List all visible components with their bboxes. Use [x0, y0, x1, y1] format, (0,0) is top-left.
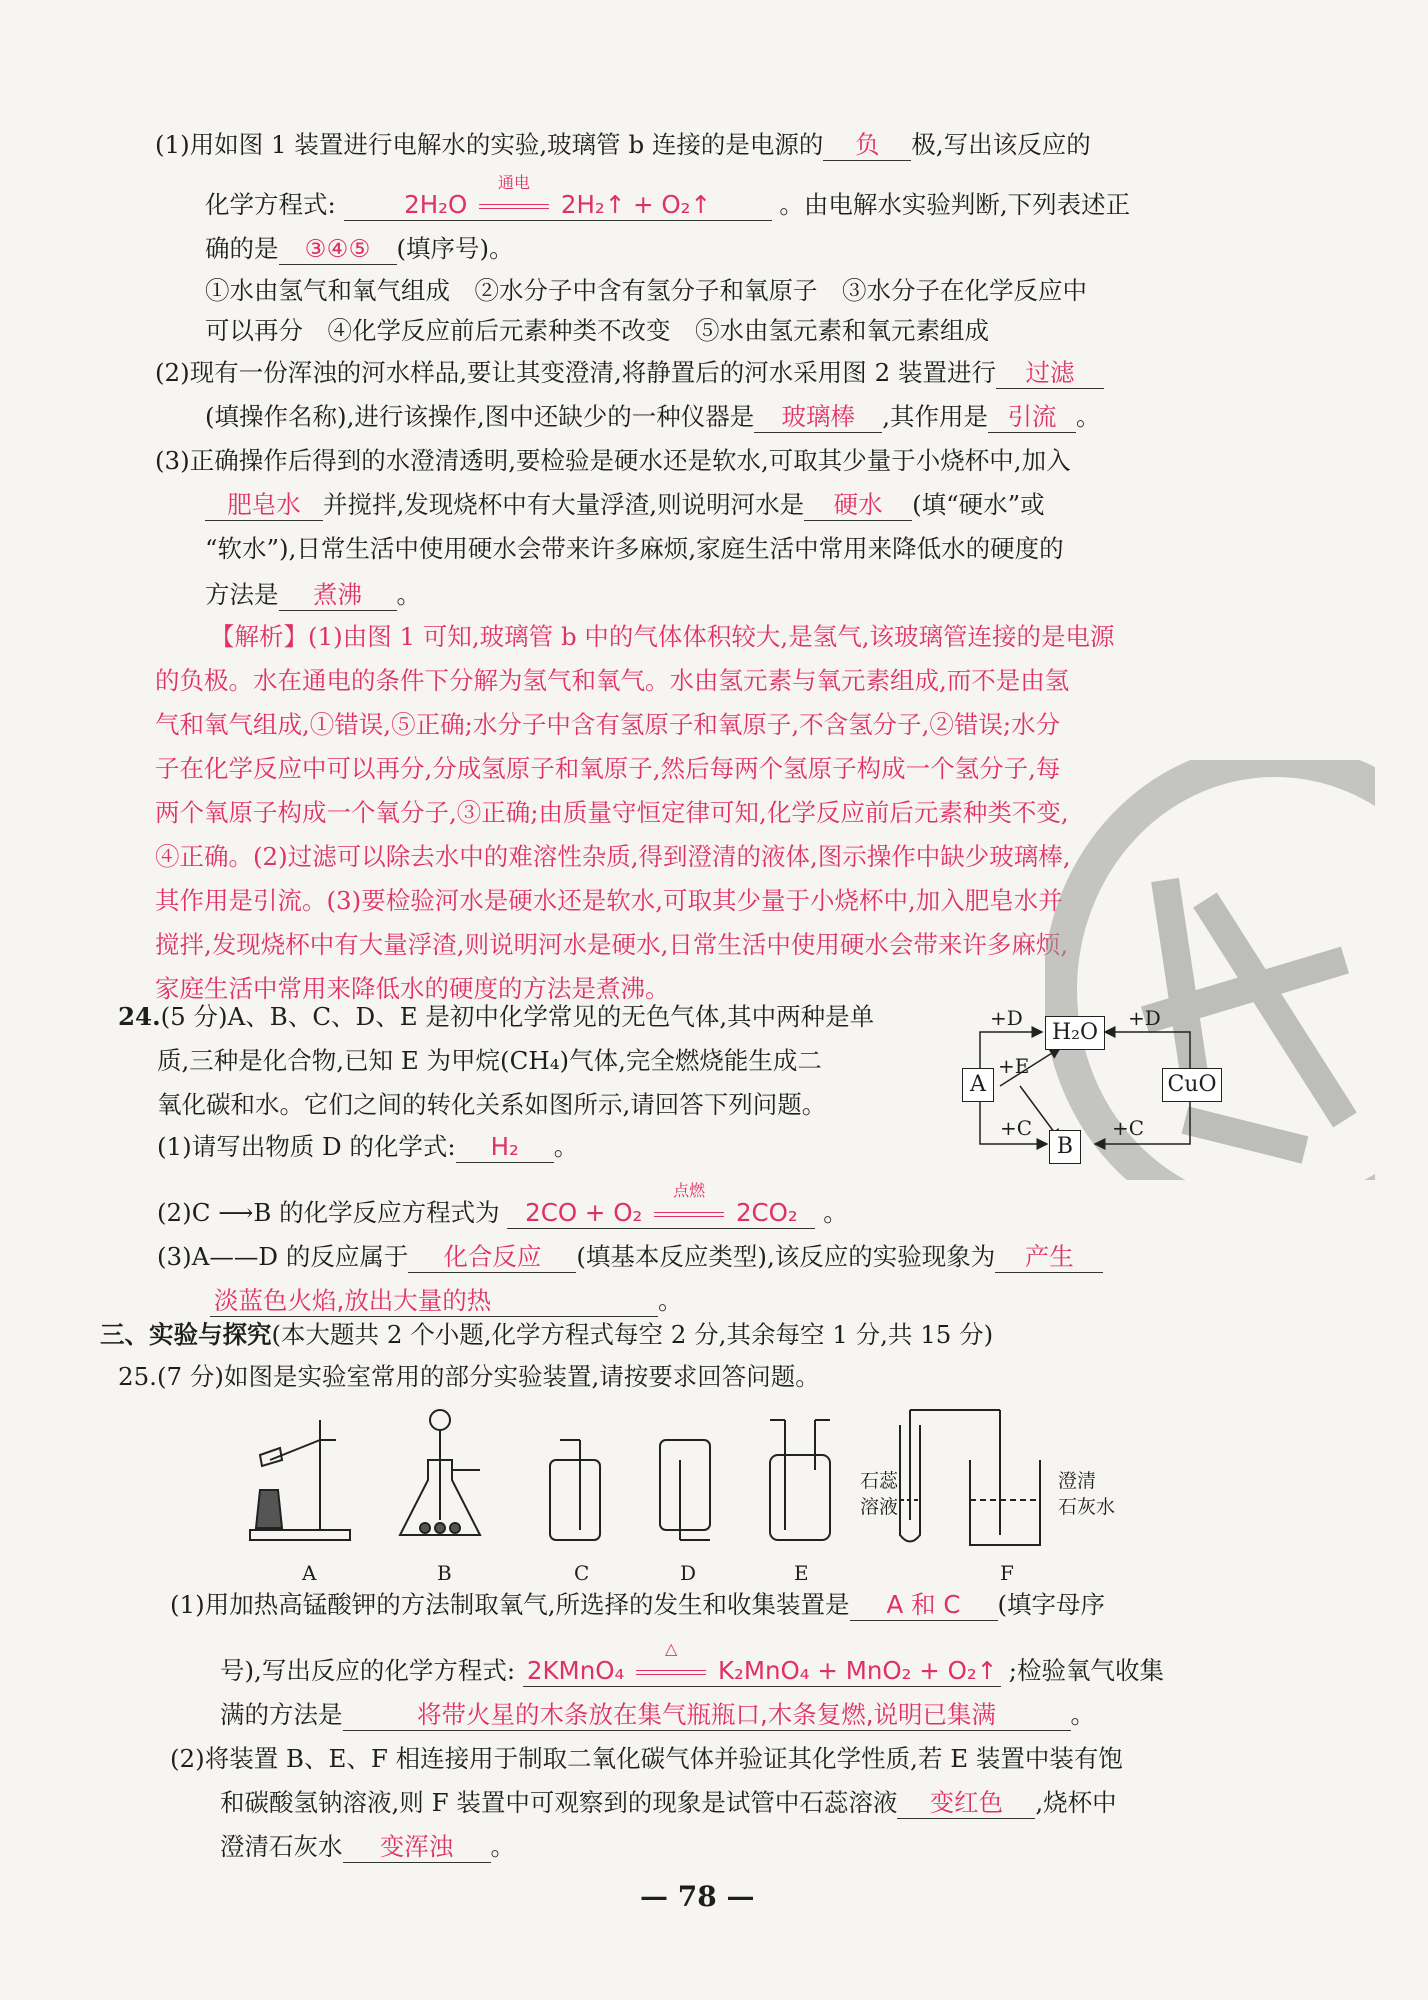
answer-pole: 负 — [823, 130, 911, 161]
diagram-node-cuo: CuO — [1162, 1068, 1222, 1102]
apparatus-b — [400, 1410, 480, 1535]
label-limewater-1: 澄清 — [1058, 1470, 1097, 1492]
label-limewater-2: 石灰水 — [1058, 1496, 1116, 1518]
q24-line2: 质,三种是化合物,已知 E 为甲烷(CH₄)气体,完全燃烧能生成二 — [157, 1046, 822, 1075]
apparatus-label-b: B — [437, 1561, 452, 1585]
answer-reaction-type: 化合反应 — [408, 1242, 576, 1273]
apparatus-label-a: A — [302, 1561, 317, 1585]
q24-p2: (2)C ⟶B 的化学反应方程式为 2CO + O₂ 点燃 2CO₂ 。 — [157, 1181, 848, 1227]
q23-p1-options-1: ①水由氢气和氧气组成 ②水分子中含有氢分子和氧原子 ③水分子在化学反应中 — [205, 276, 1087, 305]
apparatus-label-d: D — [680, 1561, 697, 1585]
q25-p1-line1: (1)用加热高锰酸钾的方法制取氧气,所选择的发生和收集装置是 A 和 C (填字母序 — [170, 1590, 1106, 1619]
apparatus-c — [550, 1440, 600, 1540]
answer-litmus-change: 变红色 — [897, 1788, 1035, 1819]
label-plus-e: +E — [998, 1054, 1030, 1078]
q24-line3: 氧化碳和水。它们之间的转化关系如图所示,请回答下列问题。 — [157, 1090, 827, 1119]
label-plus-d-left: +D — [990, 1006, 1023, 1030]
answer-phenomenon-a: 产生 — [995, 1242, 1103, 1273]
label-plus-c-right: +C — [1112, 1116, 1145, 1140]
answer-oxygen-full-test: 将带火星的木条放在集气瓶瓶口,木条复燃,说明已集满 — [343, 1700, 1071, 1731]
q23-p3-line3: “软水”),日常生活中使用硬水会带来许多麻烦,家庭生活中常用来降低水的硬度的 — [205, 534, 1064, 563]
apparatus-a — [250, 1420, 350, 1540]
q25-p2-line1: (2)将装置 B、E、F 相连接用于制取二氧化碳气体并验证其化学性质,若 E 装置中装有饱 — [170, 1744, 1123, 1773]
apparatus-label-f: F — [1000, 1561, 1014, 1585]
q23-p2-line2: (填操作名称),进行该操作,图中还缺少的一种仪器是 玻璃棒 ,其作用是 引流 。 — [205, 402, 1101, 431]
diagram-node-b: B — [1049, 1130, 1081, 1164]
label-litmus-2: 溶液 — [860, 1496, 899, 1518]
apparatus-label-c: C — [574, 1561, 590, 1585]
label-plus-c-left: +C — [1000, 1116, 1033, 1140]
answer-options: ③④⑤ — [279, 234, 397, 265]
label-litmus-1: 石蕊 — [860, 1470, 899, 1492]
apparatus-label-e: E — [794, 1561, 809, 1585]
q23-p3-line4: 方法是 煮沸 。 — [205, 580, 421, 609]
analysis-line: 两个氧原子构成一个氧分子,③正确;由质量守恒定律可知,化学反应前后元素种类不变, — [155, 798, 1069, 827]
answer-soap: 肥皂水 — [205, 490, 323, 521]
q23-p3-line2: 肥皂水 并搅拌,发现烧杯中有大量浮渣,则说明河水是 硬水 (填“硬水”或 — [205, 488, 1045, 522]
answer-c-to-b-equation: 2CO + O₂ 点燃 2CO₂ — [507, 1198, 815, 1229]
answer-kmno4-equation: 2KMnO₄ △ K₂MnO₄ + MnO₂ + O₂↑ — [523, 1656, 1001, 1687]
answer-apparatus: A 和 C — [850, 1590, 998, 1621]
analysis-line: 【解析】(1)由图 1 可知,玻璃管 b 中的气体体积较大,是氢气,该玻璃管连接的是电源 — [210, 622, 1115, 651]
analysis-line: 搅拌,发现烧杯中有大量浮渣,则说明河水是硬水,日常生活中使用硬水会带来许多麻烦, — [155, 930, 1069, 959]
q23-p2-line1: (2)现有一份浑浊的河水样品,要让其变澄清,将静置后的河水采用图 2 装置进行 过滤 — [155, 356, 1104, 390]
q25-p1-line2: 号),写出反应的化学方程式: 2KMnO₄ △ K₂MnO₄ + MnO₂ + O₂↑ ;检验氧气收集 — [220, 1639, 1164, 1685]
q25-p2-line2: 和碳酸氢钠溶液,则 F 装置中可观察到的现象是试管中石蕊溶液 变红色 ,烧杯中 — [220, 1788, 1117, 1817]
q23-p1-line3: 确的是 ③④⑤ (填序号)。 — [205, 234, 514, 263]
q23-p1-options-2: 可以再分 ④化学反应前后元素种类不改变 ⑤水由氢元素和氧元素组成 — [205, 316, 989, 345]
q24-p3-line2: 淡蓝色火焰,放出大量的热 。 — [210, 1284, 683, 1318]
page-number: — 78 — — [640, 1880, 755, 1913]
answer-limewater-change: 变浑浊 — [343, 1832, 491, 1863]
analysis-line: 气和氧气组成,①错误,⑤正确;水分子中含有氢原子和氧原子,不含氢分子,②错误;水分 — [155, 710, 1061, 739]
apparatus-e — [770, 1420, 830, 1540]
section-3-title: 三、实验与探究(本大题共 2 个小题,化学方程式每空 2 分,其余每空 1 分,共 15 分) — [100, 1320, 994, 1349]
apparatus-d — [660, 1440, 710, 1540]
diagram-node-a: A — [962, 1068, 994, 1102]
analysis-line: 其作用是引流。(3)要检验河水是硬水还是软水,可取其少量于小烧杯中,加入肥皂水并 — [155, 886, 1063, 915]
q23-p1-line2: 化学方程式: 2H₂O 通电 2H₂↑ + O₂↑ 。由电解水实验判断,下列表述正 — [205, 188, 1130, 222]
q23-p1-line1: (1)用如图 1 装置进行电解水的实验,玻璃管 b 连接的是电源的 负 极,写出该反应的 — [155, 130, 1091, 159]
answer-instrument: 玻璃棒 — [754, 402, 882, 433]
q24-diagram — [950, 1006, 1230, 1170]
eq-condition: 通电 — [498, 173, 531, 192]
q23-p3-line1: (3)正确操作后得到的水澄清透明,要检验是硬水还是软水,可取其少量于小烧杯中,加入 — [155, 446, 1071, 475]
analysis-line: ④正确。(2)过滤可以除去水中的难溶性杂质,得到澄清的液体,图示操作中缺少玻璃棒, — [155, 842, 1071, 871]
q24-line1: 24.(5 分)A、B、C、D、E 是初中化学常见的无色气体,其中两种是单 — [118, 1002, 875, 1031]
q25-p1-line3: 满的方法是 将带火星的木条放在集气瓶瓶口,木条复燃,说明已集满 。 — [220, 1700, 1095, 1729]
label-plus-d-right: +D — [1128, 1006, 1161, 1030]
q24-p1: (1)请写出物质 D 的化学式: H₂ 。 — [157, 1132, 579, 1161]
answer-phenomenon-b: 淡蓝色火焰,放出大量的热 — [210, 1286, 658, 1317]
q25-line1: 25.(7 分)如图是实验室常用的部分实验装置,请按要求回答问题。 — [118, 1362, 820, 1391]
diagram-node-h2o: H₂O — [1045, 1016, 1105, 1050]
answer-equation-electrolysis: 2H₂O 通电 2H₂↑ + O₂↑ — [344, 190, 772, 221]
answer-boil: 煮沸 — [279, 580, 397, 611]
analysis-line: 家庭生活中常用来降低水的硬度的方法是煮沸。 — [155, 974, 670, 1003]
q25-p2-line3: 澄清石灰水 变浑浊 。 — [220, 1832, 515, 1861]
q24-p3-line1: (3)A——D 的反应属于 化合反应 (填基本反应类型),该反应的实验现象为 产生 — [157, 1240, 1103, 1274]
analysis-line: 子在化学反应中可以再分,分成氢原子和氧原子,然后每两个氢原子构成一个氢分子,每 — [155, 754, 1061, 783]
apparatus-f — [900, 1410, 1040, 1545]
answer-operation: 过滤 — [996, 358, 1104, 389]
analysis-line: 的负极。水在通电的条件下分解为氢气和氧气。水由氢元素与氧元素组成,而不是由氢 — [155, 666, 1070, 695]
answer-d-formula: H₂ — [456, 1132, 554, 1163]
answer-hard: 硬水 — [804, 490, 912, 521]
q25-apparatus-figure — [240, 1400, 1140, 1580]
answer-role: 引流 — [988, 402, 1076, 433]
